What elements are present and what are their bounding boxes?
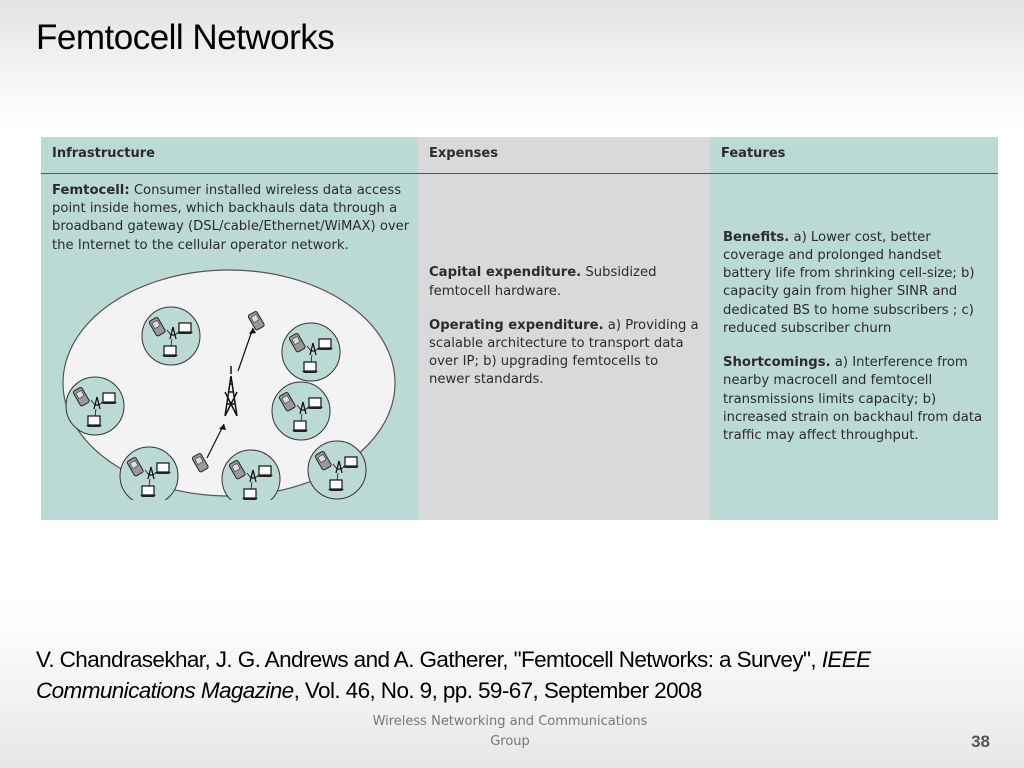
capex-lead: Capital expenditure. xyxy=(429,265,582,281)
citation-details: , Vol. 46, No. 9, pp. 59-67, September 2008 xyxy=(293,678,702,703)
footer-line2: Group xyxy=(490,734,530,749)
header-features: Features xyxy=(710,137,998,174)
femtocell-description: Consumer installed wireless data access point inside homes, which backhauls data through a broadband gateway (DSL/cable/Ethernet/WiMAX) over the Internet to the cellular operator network. xyxy=(52,183,410,253)
footer-text xyxy=(350,712,670,752)
header-expenses: Expenses xyxy=(418,137,710,174)
comparison-table xyxy=(41,137,998,520)
infrastructure-text xyxy=(52,182,410,255)
header-infrastructure: Infrastructure xyxy=(41,137,418,174)
shortcomings-lead: Shortcomings. xyxy=(723,355,831,371)
citation-journal: IEEE Communications Magazine xyxy=(36,647,871,703)
capex-text: Subsidized femtocell hardware. xyxy=(429,265,657,299)
features-cell xyxy=(710,174,998,520)
page-number: 38 xyxy=(971,732,990,751)
benefits-text: a) Lower cost, better coverage and prolonged handset battery life from shrinking cell-size; b) capacity gain from higher SINR and dedicated BS to home subscribers ; c) reduced subscriber churn xyxy=(723,229,975,336)
expenses-cell xyxy=(418,174,710,520)
citation-authors-title: V. Chandrasekhar, J. G. Andrews and A. Gatherer, "Femtocell Networks: a Survey", xyxy=(36,647,817,672)
benefits xyxy=(723,229,988,338)
opex-text: a) Providing a scalable architecture to transport data over IP; b) upgrading femtocells to newer standards. xyxy=(429,317,699,388)
femtocell-network-diagram xyxy=(61,266,399,500)
footer-line1: Wireless Networking and Communications xyxy=(372,714,648,729)
citation xyxy=(36,644,996,706)
shortcomings-text: a) Interference from nearby macrocell and femtocell transmissions limits capacity; b) increased strain on backhaul from data traffic may affect throughput. xyxy=(723,355,983,443)
femtocell-lead: Femtocell: xyxy=(52,183,130,198)
shortcomings xyxy=(723,354,988,445)
operating-expenditure xyxy=(429,317,700,390)
opex-lead: Operating expenditure. xyxy=(429,317,604,333)
infrastructure-cell xyxy=(41,174,418,520)
capital-expenditure xyxy=(429,264,700,300)
slide-title: Femtocell Networks xyxy=(36,18,335,57)
benefits-lead: Benefits. xyxy=(723,229,790,245)
